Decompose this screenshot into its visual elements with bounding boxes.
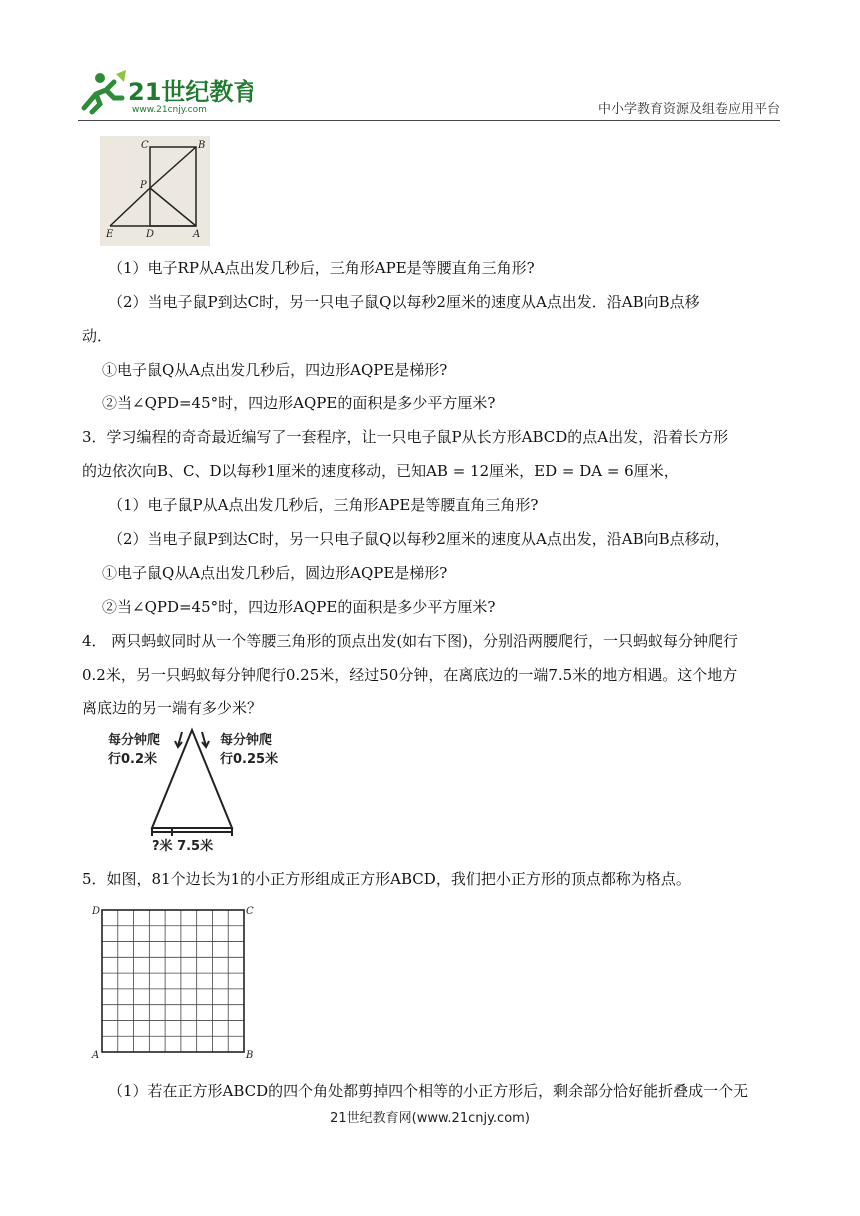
q4-text-2: 0.2米，另一只蚂蚁每分钟爬行0.25米，经过50分钟，在离底边的一端7.5米的地方相遇。这个地方 <box>82 666 738 684</box>
label-d: D <box>146 229 155 240</box>
label-a: A <box>193 229 201 240</box>
label-e: E <box>106 229 114 240</box>
q3-text-1: 3．学习编程的奇奇最近编写了一套程序，让一只电子鼠P从长方形ABCD的点A出发，沿着长方形 <box>82 428 729 446</box>
q2-part2-cont: 动． <box>82 327 113 345</box>
left-ant-label-1: 每分钟爬 <box>108 733 161 748</box>
platform-name: 中小学教育资源及组卷应用平台 <box>597 102 780 117</box>
svg-text:21世纪教育: 21世纪教育 <box>128 78 253 106</box>
label-c: C <box>141 140 149 151</box>
q4-text-1: 4． 两只蚂蚁同时从一个等腰三角形的顶点出发(如右下图)，分别沿两腰爬行，一只蚂蚁每分钟爬行 <box>82 632 739 650</box>
grid-label-a: A <box>92 1050 100 1061</box>
right-ant-label-1: 每分钟爬 <box>220 733 273 748</box>
grid-label-c: C <box>246 906 254 917</box>
header-divider <box>78 120 780 121</box>
grid-label-b: B <box>246 1050 254 1061</box>
q3-part1: （1）电子鼠P从A点出发几秒后，三角形APE是等腰直角三角形? <box>108 496 539 514</box>
grid-label-d: D <box>92 906 101 917</box>
page-footer: 21世纪教育网(www.21cnjy.com) <box>330 1111 530 1126</box>
site-logo <box>78 68 253 116</box>
q2-sub1: ①电子鼠Q从A点出发几秒后，四边形AQPE是梯形? <box>102 361 448 379</box>
q4-text-3: 离底边的另一端有多少米？ <box>82 699 263 717</box>
base-label: ?米 7.5米 <box>152 839 214 854</box>
q3-text-2: 的边依次向B、C、D以每秒1厘米的速度移动，已知AB = 12厘米，ED = DA = 6厘米， <box>82 462 679 480</box>
q3-part2: （2）当电子鼠P到达C时，另一只电子鼠Q以每秒2厘米的速度从A点出发，沿AB向B点移动， <box>108 530 730 548</box>
figure-grid-square <box>90 902 260 1066</box>
q2-part1: （1）电子RP从A点出发几秒后，三角形APE是等腰直角三角形? <box>108 259 535 277</box>
label-b: B <box>198 140 206 151</box>
right-ant-label-2: 行0.25米 <box>220 752 279 767</box>
q2-part2: （2）当电子鼠P到达C时，另一只电子鼠Q以每秒2厘米的速度从A点出发．沿AB向B点移 <box>108 293 700 311</box>
figure-rectangle-diagram <box>100 136 210 250</box>
svg-text:www.21cnjy.com: www.21cnjy.com <box>132 105 207 115</box>
figure-triangle-ants <box>100 724 300 860</box>
label-p: P <box>140 180 147 191</box>
q5-part1: （1）若在正方形ABCD的四个角处都剪掉四个相等的小正方形后，剩余部分恰好能折叠成一个无 <box>108 1082 749 1100</box>
q5-text: 5．如图，81个边长为1的小正方形组成正方形ABCD，我们把小正方形的顶点都称为格点。 <box>82 870 691 888</box>
q3-sub2: ②当∠QPD=45°时，四边形AQPE的面积是多少平方厘米? <box>102 598 496 616</box>
q3-sub1: ①电子鼠Q从A点出发几秒后，圆边形AQPE是梯形? <box>102 564 448 582</box>
q2-sub2: ②当∠QPD=45°时，四边形AQPE的面积是多少平方厘米? <box>102 394 496 412</box>
left-ant-label-2: 行0.2米 <box>108 752 158 767</box>
